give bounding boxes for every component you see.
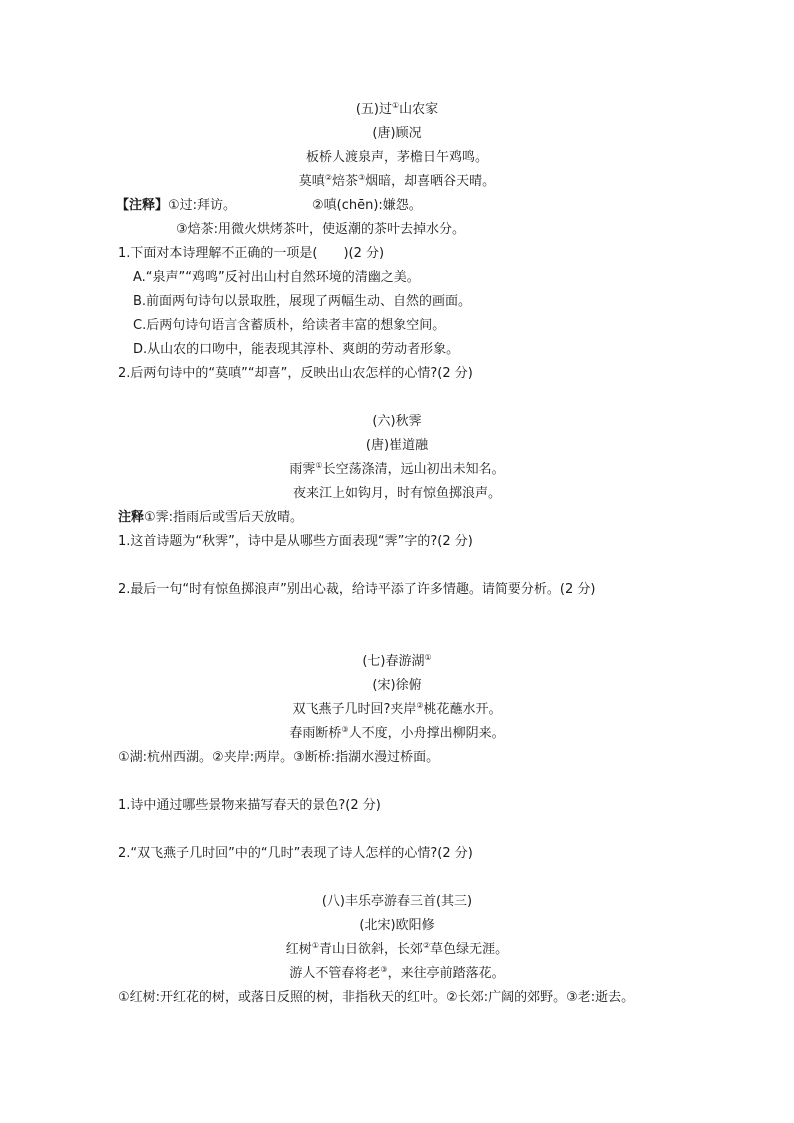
poem8-line2: 游人不管春将老③，来往亭前踏落花。 (289, 965, 505, 981)
poem8-title: (八)丰乐亭游春三首(其三) (321, 894, 473, 909)
poem7-line1: 双飞燕子几时回?夹岸②桃花蘸水开。 (292, 701, 502, 717)
poem5-option-b: B.前面两句诗句以景取胜，展现了两幅生动、自然的画面。 (133, 294, 472, 309)
poem6-notes-row (118, 508, 303, 528)
poem5-option-d: D.从山农的口吻中，能表现其淳朴、爽朗的劳动者形象。 (133, 342, 460, 357)
poem7-notes: ①湖:杭州西湖。②夹岸:两岸。③断桥:指湖水漫过桥面。 (118, 750, 440, 765)
poem7-title: (七)春游湖① (362, 653, 432, 669)
poem7-line2: 春雨断桥③人不度，小舟撑出柳阴来。 (289, 725, 505, 741)
poem5-note2: ②嗔(chēn):嫌怨。 (312, 198, 422, 213)
poem5-line2: 莫嗔②焙茶③烟暗，却喜晒谷天晴。 (298, 173, 496, 189)
poem6-line2: 夜来江上如钩月，时有惊鱼掷浪声。 (292, 486, 501, 501)
poem7-question2: 2.“双飞燕子几时回”中的“几时”表现了诗人怎样的心情?(2 分) (118, 846, 473, 861)
poem5-notes-label: 【注释】 (116, 198, 169, 213)
poem6-notes-label: 注释 (118, 510, 145, 525)
poem5-notes-row (116, 196, 236, 216)
poem5-author: (唐)顾况 (372, 126, 422, 141)
poem6-note1: ①霁:指雨后或雪后天放晴。 (144, 510, 304, 525)
poem6-line1: 雨霁①长空荡涤清，远山初出未知名。 (289, 461, 505, 477)
poem6-question1: 1.这首诗题为“秋霁”，诗中是从哪些方面表现“霁”字的?(2 分) (118, 534, 473, 549)
poem5-line1: 板桥人渡泉声，茅檐日午鸡鸣。 (305, 150, 488, 165)
poem5-title: (五)过①山农家 (355, 101, 439, 117)
poem5-note1: ①过:拜访。 (168, 198, 237, 213)
poem6-question2: 2.最后一句“时有惊鱼掷浪声”别出心裁，给诗平添了许多情趣。请简要分析。(2 分) (118, 582, 596, 597)
poem7-question1: 1.诗中通过哪些景物来描写春天的景色?(2 分) (118, 798, 381, 813)
poem8-line1: 红树①青山日欲斜，长郊②草色绿无涯。 (285, 941, 509, 957)
poem7-author: (宋)徐俯 (372, 678, 422, 693)
poem5-question1: 1.下面对本诗理解不正确的一项是( )(2 分) (118, 246, 385, 261)
poem5-option-a: A.“泉声”“鸡鸣”反衬出山村自然环境的清幽之美。 (133, 270, 420, 285)
poem6-author: (唐)崔道融 (365, 438, 429, 453)
poem8-notes: ①红树:开红花的树，或落日反照的树，非指秋天的红叶。②长郊:广阔的郊野。③老:逝去。 (118, 990, 635, 1005)
poem6-title: (六)秋霁 (372, 414, 422, 429)
poem5-note3: ③焙茶:用微火烘烤茶叶，使返潮的茶叶去掉水分。 (176, 222, 466, 237)
poem5-option-c: C.后两句诗句语言含蓄质朴，给读者丰富的想象空间。 (133, 318, 446, 333)
poem5-question2: 2.后两句诗中的“莫嗔”“却喜”，反映出山农怎样的心情?(2 分) (118, 366, 473, 381)
poem8-author: (北宋)欧阳修 (359, 918, 435, 933)
